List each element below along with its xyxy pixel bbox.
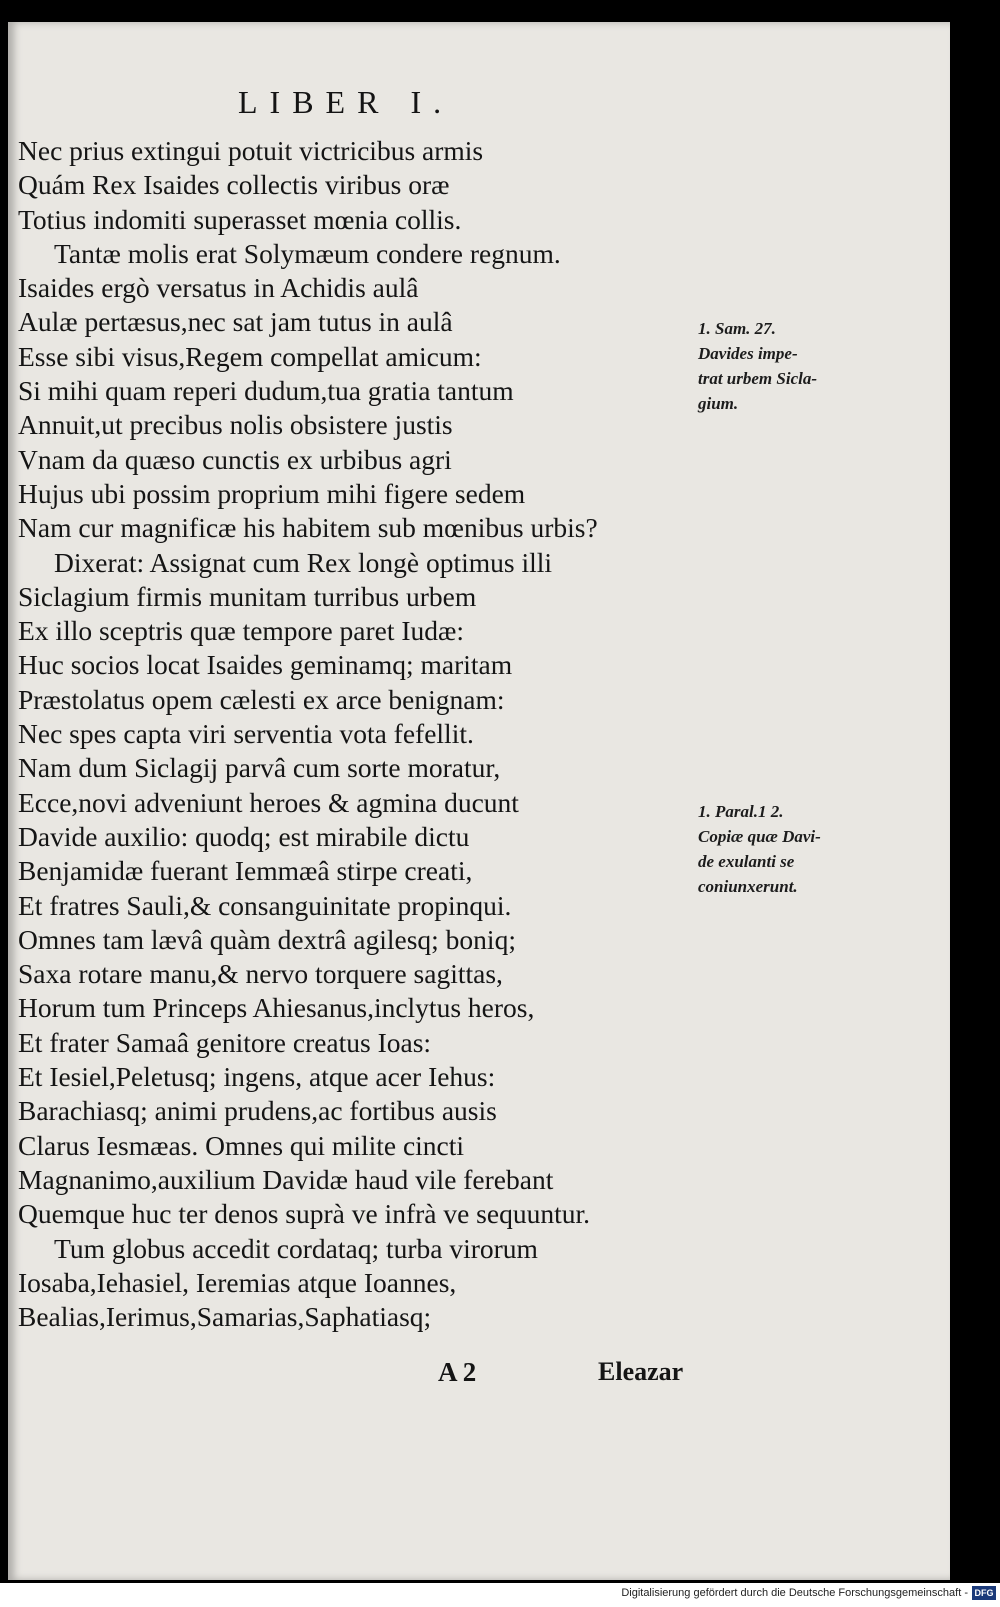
verse-line: Huc socios locat Isaides geminamq; maritam — [18, 649, 513, 681]
marginal-note-1 — [698, 316, 898, 416]
catchword: Eleazar — [598, 1357, 684, 1386]
verse-line: Barachiasq; animi prudens,ac fortibus ausis — [18, 1095, 497, 1127]
verse-line: Omnes tam lævâ quàm dextrâ agilesq; boniq; — [18, 923, 516, 955]
verse-line: Nec spes capta viri serventia vota fefellit. — [18, 718, 474, 750]
verse-line: Isaides ergò versatus in Achidis aulâ — [18, 272, 419, 304]
verse-line: Totius indomiti superasset mœnia collis. — [18, 203, 462, 235]
marginal-note-line: de exulanti se — [698, 852, 795, 871]
verse-line: Et frater Samaâ genitore creatus Ioas: — [18, 1026, 432, 1058]
verse-line: Clarus Iesmæas. Omnes qui milite cincti — [18, 1129, 465, 1161]
verse-line: Ex illo sceptris quæ tempore paret Iudæ: — [18, 615, 465, 647]
running-head: LIBER I. — [238, 84, 454, 120]
marginal-note-line: trat urbem Sicla- — [698, 369, 818, 388]
verse-line: Magnanimo,auxilium Davidæ haud vile ferebant — [18, 1163, 554, 1195]
verse-line: Et fratres Sauli,& consanguinitate propinqui. — [18, 889, 512, 921]
verse-line: Bealias,Ierimus,Samarias,Saphatiasq; — [18, 1301, 432, 1333]
marginal-note-line: coniunxerunt. — [698, 877, 798, 896]
verse-line: Præstolatus opem cælesti ex arce benignam: — [18, 683, 505, 715]
marginal-note-line: gium. — [698, 394, 739, 413]
footer-bar — [0, 1583, 1000, 1607]
marginal-note-2 — [698, 799, 898, 899]
verse-line: Dixerat: Assignat cum Rex longè optimus illi — [54, 546, 553, 578]
verse-line: Horum tum Princeps Ahiesanus,inclytus heros, — [18, 992, 535, 1024]
verse-body — [18, 134, 708, 1334]
marginal-note-line: Copiæ quæ Davi- — [698, 827, 821, 846]
marginal-note-line: Davides impe- — [698, 344, 798, 363]
verse-line: Quám Rex Isaides collectis viribus oræ — [18, 169, 450, 201]
marginal-note-line: 1. Paral.1 2. — [698, 802, 784, 821]
verse-line: Et Iesiel,Peletusq; ingens, atque acer Iehus: — [18, 1061, 496, 1093]
verse-line: Hujus ubi possim proprium mihi figere sedem — [18, 477, 526, 509]
book-page — [8, 22, 950, 1580]
verse-line: Aulæ pertæsus,nec sat jam tutus in aulâ — [18, 306, 453, 338]
verse-line: Nec prius extingui potuit victricibus armis — [18, 135, 484, 166]
verse-line: Siclagium firmis munitam turribus urbem — [18, 580, 477, 612]
signature-mark: A 2 — [438, 1357, 477, 1387]
funding-credit: Digitalisierung gefördert durch die Deutsche Forschungsgemeinschaft - — [621, 1587, 968, 1599]
dfg-logo: DFG — [972, 1586, 996, 1600]
verse-line: Esse sibi visus,Regem compellat amicum: — [18, 340, 482, 372]
verse-line: Annuit,ut precibus nolis obsistere justis — [18, 409, 453, 441]
verse-line: Iosaba,Iehasiel, Ieremias atque Ioannes, — [18, 1266, 457, 1298]
verse-line: Ecce,novi adveniunt heroes & agmina ducunt — [18, 786, 519, 818]
verse-line: Davide auxilio: quodq; est mirabile dictu — [18, 820, 470, 852]
verse-line: Saxa rotare manu,& nervo torquere sagittas, — [18, 958, 503, 990]
verse-line: Quemque huc ter denos suprà ve infrà ve sequuntur. — [18, 1198, 590, 1230]
verse-line: Tantæ molis erat Solymæum condere regnum. — [54, 237, 561, 269]
verse-line: Benjamidæ fuerant Iemmæâ stirpe creati, — [18, 855, 473, 887]
verse-line: Vnam da quæso cunctis ex urbibus agri — [18, 443, 452, 475]
verse-line: Nam cur magnificæ his habitem sub mœnibus urbis? — [18, 512, 598, 544]
verse-line: Si mihi quam reperi dudum,tua gratia tantum — [18, 375, 514, 407]
marginal-note-line: 1. Sam. 27. — [698, 319, 776, 338]
verse-line: Tum globus accedit cordataq; turba virorum — [54, 1232, 538, 1264]
verse-line: Nam dum Siclagij parvâ cum sorte moratur, — [18, 752, 501, 784]
